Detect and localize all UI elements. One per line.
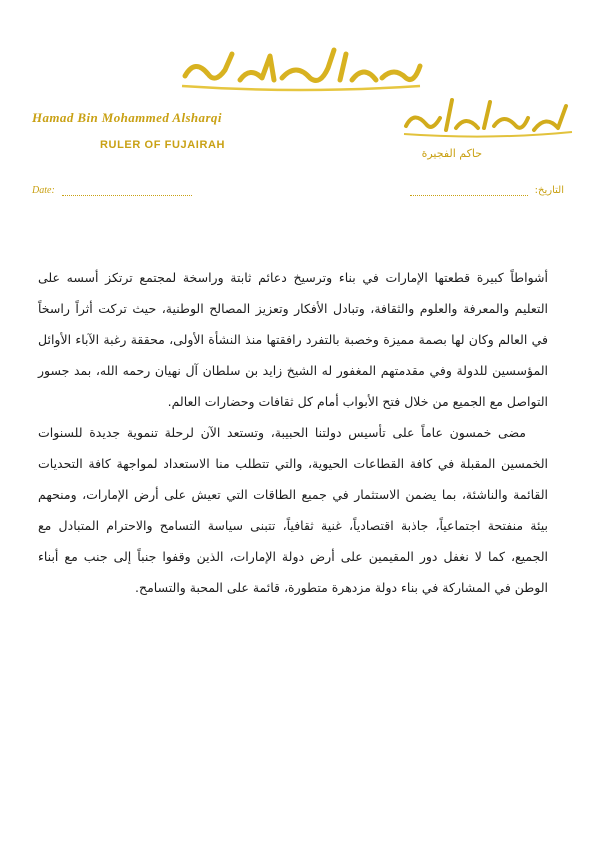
letter-body <box>38 262 548 603</box>
date-label-arabic: :التاريخ <box>534 185 564 196</box>
date-line-arabic <box>410 195 528 196</box>
date-label-english: Date: <box>32 185 55 196</box>
date-line-english <box>62 195 192 196</box>
signature-calligraphy <box>400 92 575 140</box>
ruler-name-english: Hamad Bin Mohammed Alsharqi <box>32 110 222 125</box>
letter-paragraph: مضى خمسون عاماً على تأسيس دولتنا الحبيبة، وتستعد الآن لرحلة تنموية جديدة للسنوات الخمسين المقبلة في كافة القطاعات الحيوية، والتي تتطلب منا الاستعداد لمواجهة كافة التحديات القائمة والناشئة، بما يضمن الاستثمار في جميع الطاقات التي تعيش على أرض الإمارات، ومنحهم بيئة منفتحة اجتماعياً، جاذبة اقتصادياً، غنية ثقافياً، تتبنى سياسة التسامح والاحترام المتبادل مع الجميع، كما لا نغفل دور المقيمين على أرض دولة الإمارات، الذين وقفوا جنباً إلى جنب مع أبناء الوطن في المشاركة في بناء دولة مزدهرة متطورة، قائمة على المحبة والتسامح. <box>38 425 548 595</box>
bismillah-calligraphy <box>170 36 430 96</box>
ruler-title-arabic: حاكم الفجيرة <box>421 147 482 160</box>
ruler-title-english: RULER OF FUJAIRAH <box>100 139 226 151</box>
letter-paragraph: أشواطاً كبيرة قطعتها الإمارات في بناء وترسيخ دعائم ثابتة وراسخة لمجتمع ترتكز أسسه على التعليم والمعرفة والعلوم والثقافة، وتبادل الأفكار وتعزيز المصالح الوطنية، حيث تركت أثراً راسخاً في العالم وكان لها بصمة مميزة وخصبة بالتفرد رافقتها منذ النشأة الأولى، محققة رغبة الآباء الأوائل المؤسسين للدولة وفي مقدمتهم المغفور له الشيخ زايد بن سلطان آل نهيان رحمه الله، بمد جسور التواصل مع الجميع من خلال فتح الأبواب أمام كل ثقافات وحضارات العالم. <box>38 270 548 409</box>
